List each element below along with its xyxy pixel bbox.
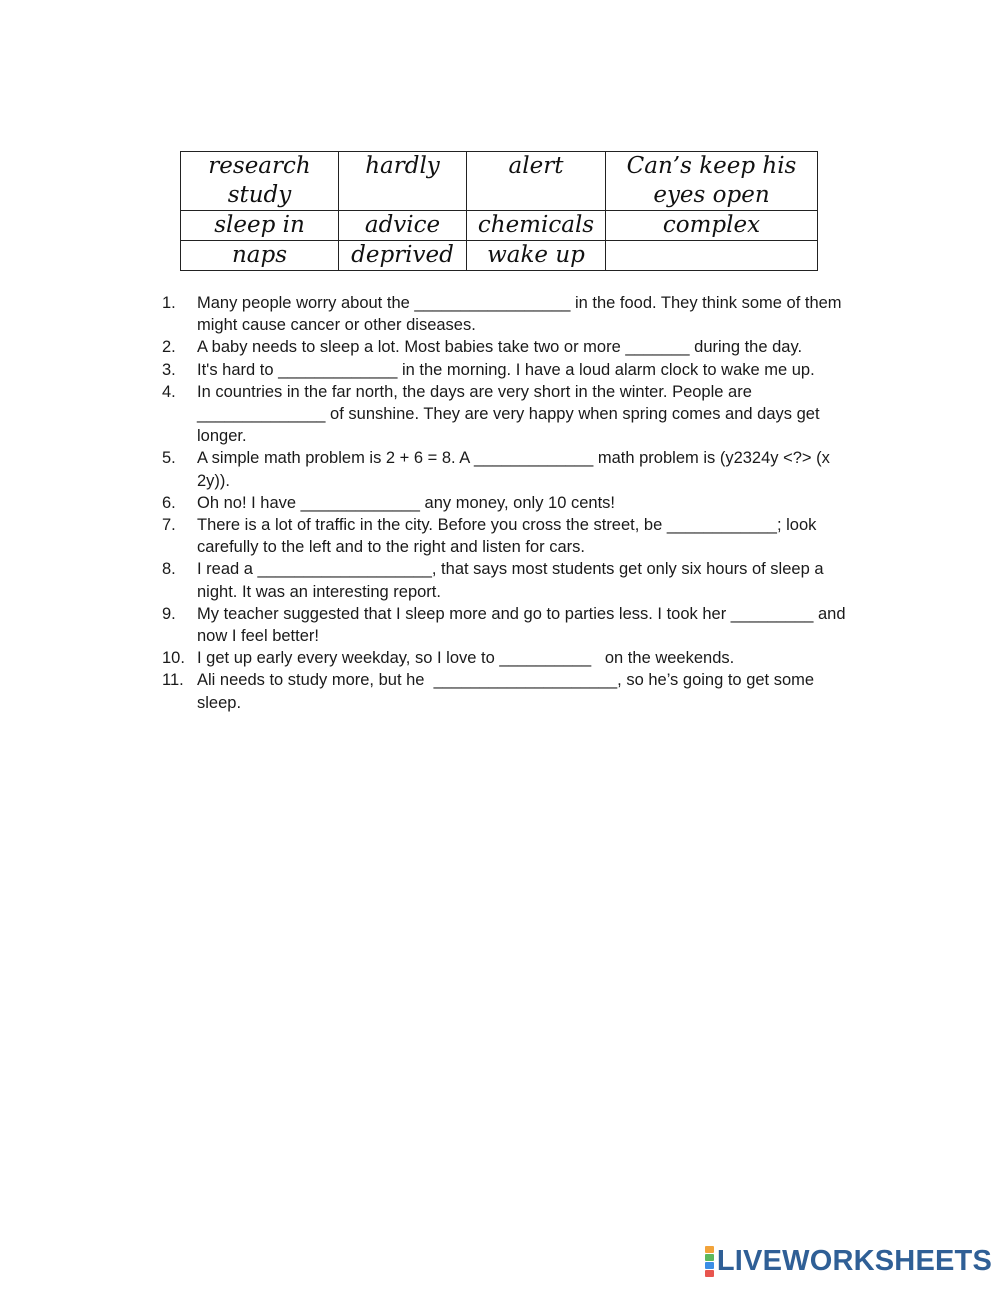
question-number: 4. (162, 382, 176, 401)
word-bank-cell (606, 241, 818, 271)
question-number: 6. (162, 493, 176, 512)
question-item (162, 292, 862, 336)
question-item (162, 647, 862, 669)
logo-block (705, 1246, 714, 1253)
liveworksheets-blocks-icon (705, 1246, 714, 1277)
word-bank-cell: advice (339, 211, 467, 241)
question-number: 10. (162, 649, 185, 668)
question-number: 9. (162, 604, 176, 623)
logo-text: LIVEWORKSHEETS (716, 1245, 992, 1277)
question-text: There is a lot of traffic in the city. Before you cross the street, be ____________; look carefully to the left and to the right and listen for cars. (197, 516, 822, 557)
question-text: It's hard to _____________ in the morning. I have a loud alarm clock to wake me up. (197, 360, 815, 379)
word-bank-cell: complex (606, 211, 818, 241)
question-text: In countries in the far north, the days are very short in the winter. People are ______________ of sunshine. They are very happy when spring comes and days get longer. (197, 382, 825, 446)
logo-block (705, 1254, 714, 1261)
question-text: Ali needs to study more, but he ____________________, so he’s going to get some sleep. (197, 671, 819, 712)
word-bank-cell: naps (181, 241, 339, 271)
liveworksheets-logo[interactable] (705, 1246, 992, 1277)
question-text: I get up early every weekday, so I love to __________ on the weekends. (197, 649, 735, 668)
question-item (162, 492, 862, 514)
word-bank-cell: Can’s keep his eyes open (606, 152, 818, 211)
question-number: 3. (162, 360, 176, 379)
question-item (162, 447, 862, 491)
question-number: 11. (162, 671, 184, 690)
question-number: 7. (162, 516, 176, 535)
word-bank-cell: research study (181, 152, 339, 211)
logo-block (705, 1262, 714, 1269)
question-item (162, 603, 862, 647)
word-bank-row (181, 211, 818, 241)
word-bank-cell: wake up (467, 241, 606, 271)
logo-block (705, 1270, 714, 1277)
question-text: A baby needs to sleep a lot. Most babies take two or more _______ during the day. (197, 338, 803, 357)
question-number: 5. (162, 449, 176, 468)
question-item (162, 669, 862, 713)
question-item (162, 336, 862, 358)
question-item (162, 514, 862, 558)
question-number: 1. (162, 294, 176, 312)
word-bank-cell: sleep in (181, 211, 339, 241)
word-bank-row (181, 152, 818, 211)
question-item (162, 381, 862, 448)
question-list (162, 292, 862, 714)
question-text: My teacher suggested that I sleep more and go to parties less. I took her _________ and now I feel better! (197, 604, 851, 646)
word-bank-table (180, 151, 818, 271)
question-number: 2. (162, 338, 176, 357)
word-bank-row (181, 241, 818, 271)
question-text: Oh no! I have _____________ any money, only 10 cents! (197, 493, 615, 512)
word-bank-cell: alert (467, 152, 606, 211)
question-number: 8. (162, 560, 176, 579)
question-item (162, 359, 862, 381)
question-text: Many people worry about the _________________ in the food. They think some of them might cause cancer or other diseases. (197, 294, 847, 335)
question-text: I read a ___________________, that says most students get only six hours of sleep a night. It was an interesting report. (197, 560, 829, 601)
question-text: A simple math problem is 2 + 6 = 8. A _____________ math problem is (y2324y <?> (x 2y)). (197, 449, 835, 490)
word-bank-cell: deprived (339, 241, 467, 271)
word-bank-cell: chemicals (467, 211, 606, 241)
word-bank-cell: hardly (339, 152, 467, 211)
question-item (162, 558, 862, 602)
